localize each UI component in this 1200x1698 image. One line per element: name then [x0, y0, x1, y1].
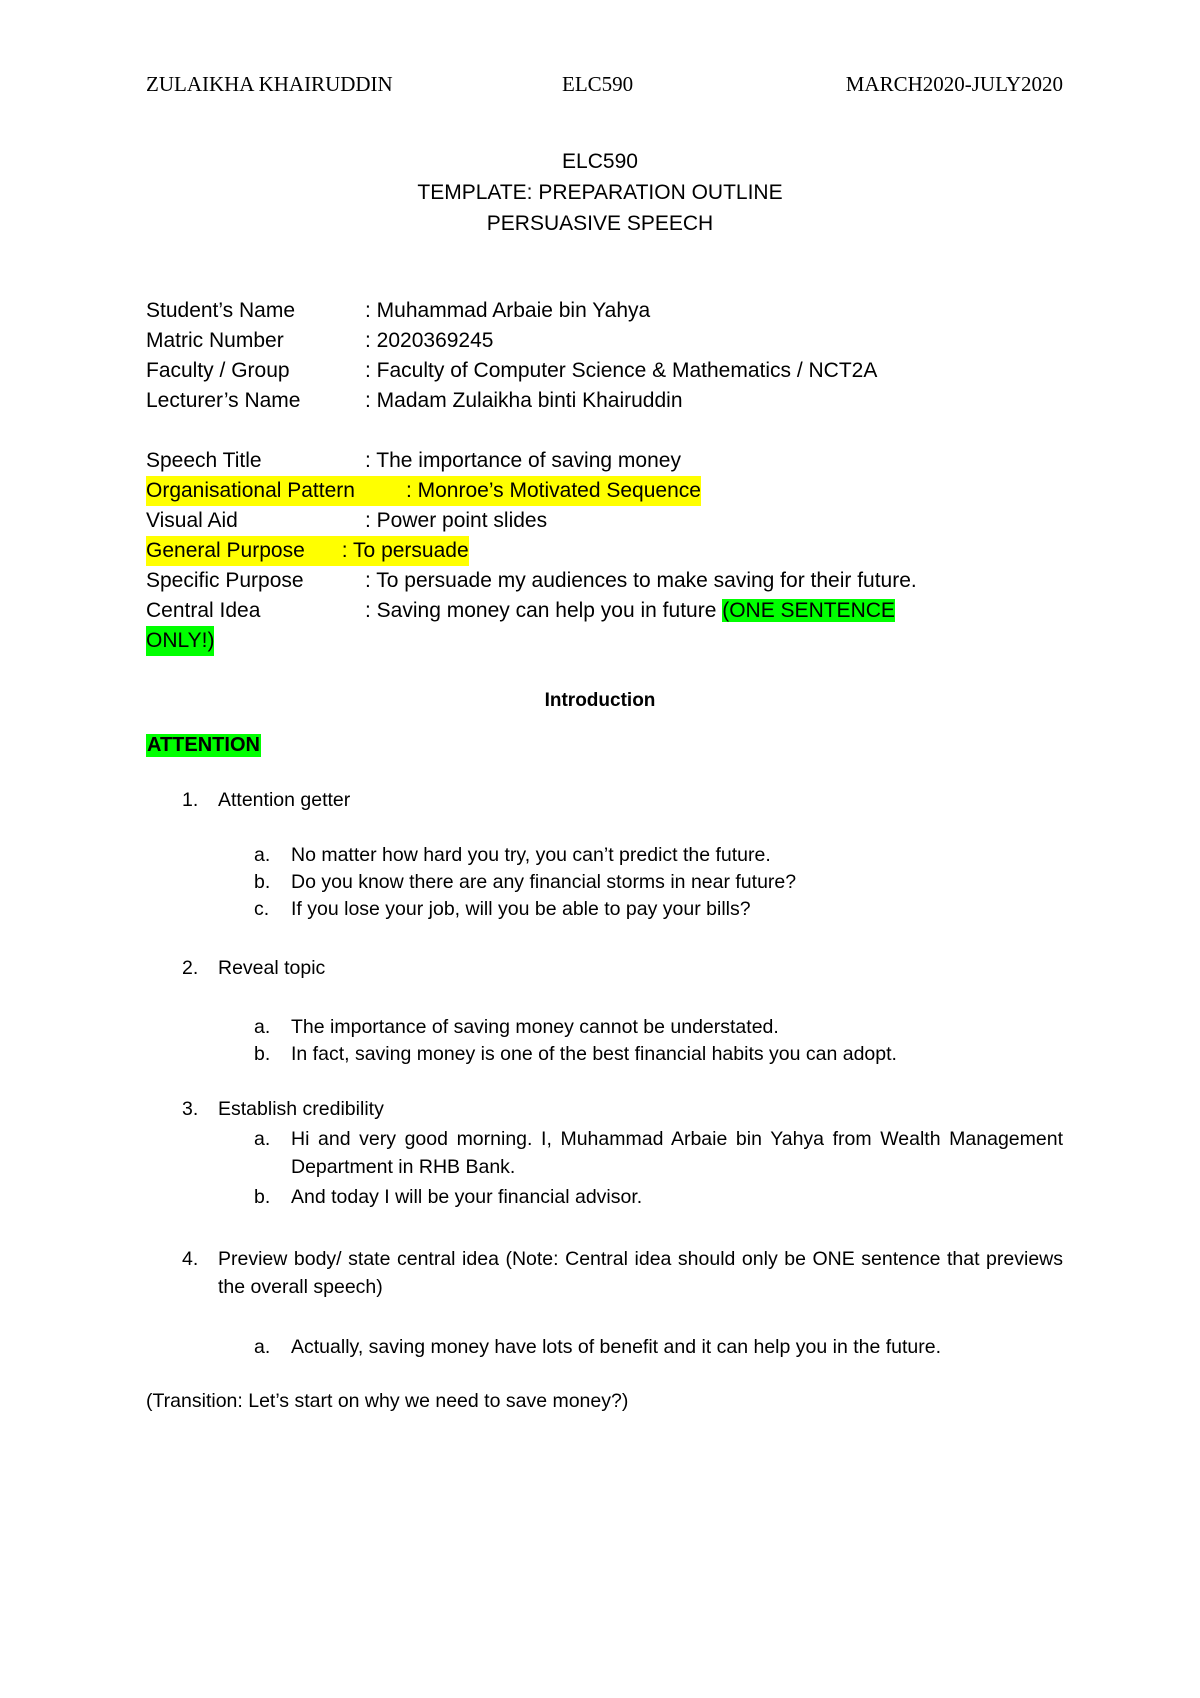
page-header: [146, 72, 1063, 102]
header-author: ZULAIKHA KHAIRUDDIN: [146, 72, 393, 96]
sub-letter: b.: [254, 1186, 271, 1208]
item-number: 1.: [182, 789, 199, 811]
field-organisational-pattern: [146, 476, 1063, 506]
field-student-name: [146, 296, 1063, 326]
item-number: 2.: [182, 957, 199, 979]
item-text: Preview body/ state central idea (Note: Central idea should only be ONE sentence that previews the overall speech): [218, 1248, 1063, 1298]
sub-letter: b.: [254, 871, 271, 893]
field-value: : Power point slides: [365, 509, 548, 532]
central-idea-note-continued: ONLY!): [146, 626, 214, 656]
field-label: Organisational Pattern: [146, 479, 355, 502]
field-label: Lecturer’s Name: [146, 389, 301, 412]
item-text: Attention getter: [218, 789, 351, 811]
central-idea-note: (ONE SENTENCE: [722, 599, 895, 622]
header-course: ELC590: [562, 72, 634, 96]
header-semester: MARCH2020-JULY2020: [845, 72, 1063, 96]
sub-text: In fact, saving money is one of the best financial habits you can adopt.: [291, 1043, 897, 1065]
sub-letter: a.: [254, 1128, 271, 1150]
field-value: : Madam Zulaikha binti Khairuddin: [365, 389, 683, 412]
item-text: Reveal topic: [218, 957, 326, 979]
field-speech-title: [146, 446, 1063, 476]
sub-text: Do you know there are any financial storms in near future?: [291, 871, 797, 893]
field-label: Speech Title: [146, 449, 262, 472]
sub-text: The importance of saving money cannot be understated.: [291, 1016, 779, 1038]
field-label: Central Idea: [146, 599, 261, 622]
highlighted-field-org-pattern: [146, 476, 701, 506]
sub-letter: c.: [254, 898, 270, 920]
sub-text: If you lose your job, will you be able to pay your bills?: [291, 898, 751, 920]
field-value: : Saving money can help you in future: [365, 599, 723, 622]
field-lecturer-name: [146, 386, 1063, 416]
sub-letter: a.: [254, 844, 271, 866]
title-course: ELC590: [562, 150, 638, 173]
field-general-purpose: [146, 536, 1063, 566]
item-number: 4.: [182, 1248, 199, 1270]
attention-label: ATTENTION: [147, 734, 260, 756]
field-value-wrap: [365, 596, 895, 626]
item-number: 3.: [182, 1098, 199, 1120]
field-label: Visual Aid: [146, 509, 238, 532]
field-label: General Purpose: [146, 539, 305, 562]
sub-text: Hi and very good morning. I, Muhammad Arbaie bin Yahya from Wealth Management Department in RHB Bank.: [291, 1128, 1063, 1178]
transition-text: (Transition: Let’s start on why we need to save money?): [146, 1390, 629, 1412]
field-value: : Monroe’s Motivated Sequence: [405, 479, 701, 502]
item-text: Establish credibility: [218, 1098, 384, 1120]
highlighted-field-general-purpose: [146, 536, 469, 566]
field-faculty-group: [146, 356, 1063, 386]
field-value: : Faculty of Computer Science & Mathematics / NCT2A: [365, 359, 878, 382]
sub-letter: b.: [254, 1043, 271, 1065]
field-value: : The importance of saving money: [365, 449, 681, 472]
field-label: Matric Number: [146, 329, 284, 352]
field-value: : To persuade: [341, 539, 469, 562]
field-matric-number: [146, 326, 1063, 356]
sub-text: No matter how hard you try, you can’t predict the future.: [291, 844, 771, 866]
field-value: : 2020369245: [365, 329, 494, 352]
field-specific-purpose: [146, 566, 1063, 596]
student-info-fields: [146, 296, 1063, 656]
field-central-idea: [146, 596, 1063, 656]
sub-letter: a.: [254, 1336, 271, 1358]
field-value: : Muhammad Arbaie bin Yahya: [365, 299, 651, 322]
document-title: [0, 146, 1200, 239]
field-label: Faculty / Group: [146, 359, 290, 382]
sub-letter: a.: [254, 1016, 271, 1038]
title-speech-type: PERSUASIVE SPEECH: [486, 212, 714, 235]
field-visual-aid: [146, 506, 1063, 536]
section-heading-introduction: Introduction: [544, 690, 656, 711]
sub-text: Actually, saving money have lots of benefit and it can help you in the future.: [291, 1336, 942, 1358]
title-template: TEMPLATE: PREPARATION OUTLINE: [417, 181, 783, 204]
field-value: : To persuade my audiences to make saving for their future.: [365, 569, 917, 592]
sub-text: And today I will be your financial advisor.: [291, 1186, 643, 1208]
field-label: Student’s Name: [146, 299, 296, 322]
field-label: Specific Purpose: [146, 569, 304, 592]
